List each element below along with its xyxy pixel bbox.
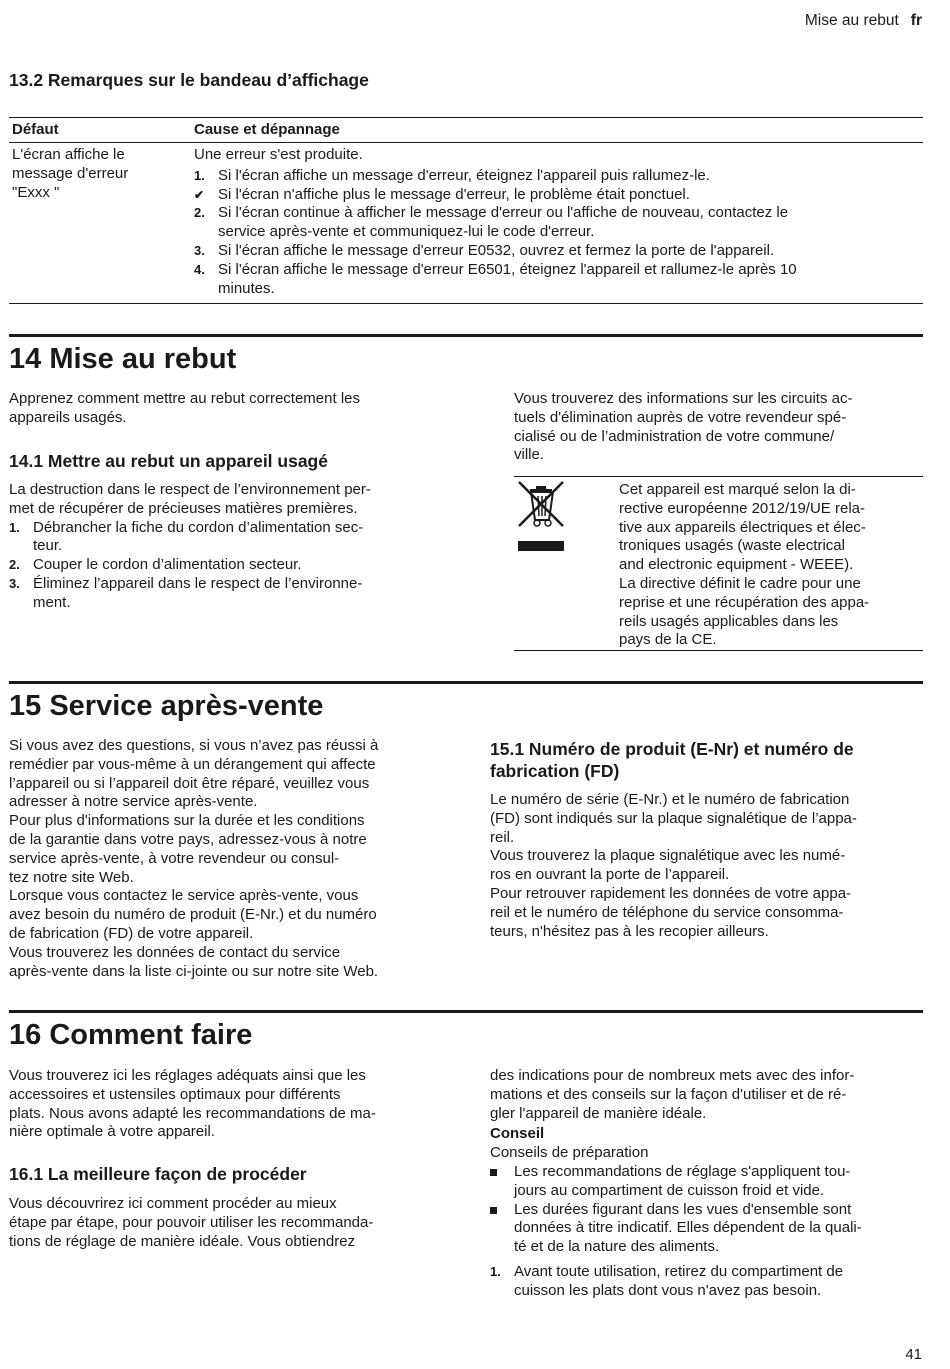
text-line: ville. [514,446,545,464]
text-line: Vous trouverez des informations sur les circuits ac- [514,390,853,407]
weee-bin-svg [516,480,566,554]
text-line: remédier par vous-même à un dérangement qui affecte [9,755,376,773]
weee-text [619,481,924,650]
text-line: ros en ouvrant la porte de l’appareil. [490,866,730,884]
tip-bullets [490,1163,925,1257]
text-line: étape par étape, pour pouvoir utiliser les recommanda- [9,1213,374,1231]
text-line: Vous découvrirez ici comment procéder au mieux [9,1195,337,1212]
weee-bottom-rule [514,650,923,651]
text-line: gler l'appareil de manière idéale. [490,1104,707,1122]
text-line: La directive définit le cadre pour une [619,574,861,592]
text-line: met de récupérer de précieuses matières premières. [9,499,358,517]
text-line: tive aux appareils électriques et élec- [619,518,866,536]
section-15-left-text [9,737,469,981]
text-line: accessoires et ustensiles optimaux pour différents [9,1085,341,1103]
section-16-right-text [490,1067,925,1301]
title-line: fabrication (FD) [490,761,620,781]
text-line: Si vous avez des questions, si vous n’avez pas réussi à [9,737,379,754]
remedy-step [194,204,919,242]
text-line: l’appareil ou si l’appareil doit être réparé, veuillez vous [9,774,370,792]
text-line: après-vente dans la liste ci-jointe ou sur notre site Web. [9,962,379,980]
section-14-1-text [9,481,449,613]
step-text: service après-vente et communiquez-lui le code d'erreur. [218,223,595,241]
step-text: ment. [33,593,71,611]
section-14-title: 14 Mise au rebut [9,343,237,375]
table-bottom-rule [9,303,923,304]
remedy-result [194,186,919,205]
running-header [805,12,922,31]
text-line: appareils usagés. [9,408,127,426]
disposal-step [9,575,449,613]
remedy-step [194,261,919,299]
tip-bullet [490,1163,925,1201]
table-top-rule [9,117,923,118]
tip-bullet [490,1201,925,1257]
remedy-step [194,167,919,186]
step-number: 1. [9,519,20,535]
section-15-1-text [490,791,925,941]
text-line: données à titre indicatif. Elles dépendent de la quali- [514,1219,862,1237]
text-line: pays de la CE. [619,631,717,649]
table-header-defaut: Défaut [12,121,59,138]
text-line: reprise et une récupération des appa- [619,593,870,611]
table-cell-remedy [194,146,919,298]
step-number: 4. [194,261,205,277]
step-text: Couper le cordon d’alimentation secteur. [33,556,302,574]
text-line: Les durées figurant dans les vues d'ensemble sont [514,1200,852,1218]
section-14-rule [9,334,923,337]
step-text: Si l'écran n'affiche plus le message d'erreur, le problème était ponctuel. [218,185,690,203]
step-text: Si l'écran affiche le message d'erreur E6501, éteignez l'appareil et rallumez-le après 10 [218,260,797,278]
text-line: troniques usagés (waste electrical [619,537,845,555]
step-text: Débrancher la fiche du cordon d’alimentation sec- [33,518,364,536]
text-line: rective européenne 2012/19/UE rela- [619,499,865,517]
text-line: Avant toute utilisation, retirez du compartiment de [514,1262,844,1280]
header-lang: fr [910,12,922,29]
text-line: Vous trouverez ici les réglages adéquats ainsi que les [9,1067,366,1084]
table-cell-fault [12,146,187,202]
step-text: Éliminez l’appareil dans le respect de l’environne- [33,574,363,592]
text-line: mations et des conseils sur la façon d'utiliser et de ré- [490,1085,847,1103]
remedy-steps [194,167,919,299]
text-line: plats. Nous avons adapté les recommandations de ma- [9,1104,376,1122]
text-line: de fabrication (FD) de votre appareil. [9,924,254,942]
weee-crossed-bin-icon [516,480,566,554]
section-16-1-title: 16.1 La meilleure façon de procéder [9,1164,307,1184]
section-16-title: 16 Comment faire [9,1019,253,1051]
text-line: (FD) sont indiqués sur la plaque signalétique de l’appa- [490,809,857,827]
text-line: Pour retrouver rapidement les données de votre appa- [490,884,852,902]
disposal-step [9,519,449,557]
table-header-cause: Cause et dépannage [194,121,340,138]
text-line: Vous trouverez les données de contact du service [9,943,341,961]
step-number: 3. [9,575,20,591]
title-line: 15.1 Numéro de produit (E-Nr) et numéro de [490,739,854,759]
text-line: service après-vente, à votre revendeur ou consul- [9,849,340,867]
text-line: tuels d'élimination auprès de votre revendeur spé- [514,408,847,426]
text-line: La destruction dans le respect de l’environnement per- [9,481,371,498]
text-line: té et de la nature des aliments. [514,1238,720,1256]
text-line: cialisé ou de l’administration de votre commune/ [514,427,835,445]
text-line: nière optimale à votre appareil. [9,1123,215,1141]
tip-title: Conseils de préparation [490,1144,649,1162]
text-line: Vous trouverez la plaque signalétique avec les numé- [490,847,846,865]
text-line: reils usagés applicables dans les [619,612,839,630]
text-line: Cet appareil est marqué selon la di- [619,481,856,498]
section-16-intro [9,1067,459,1142]
disposal-step [9,556,449,575]
step-number: 3. [194,242,205,258]
text-line: Lorsque vous contactez le service après-vente, vous [9,887,359,905]
prep-steps [490,1263,925,1301]
text-line: des indications pour de nombreux mets avec des infor- [490,1067,855,1084]
section-14-intro [9,390,449,428]
text-line: and electronic equipment - WEEE). [619,556,854,574]
section-15-1-title [490,738,930,782]
text-line: tions de réglage de manière idéale. Vous obtiendrez [9,1232,356,1250]
step-text: teur. [33,537,63,555]
section-14-right-text [514,390,924,465]
prep-step [490,1263,925,1301]
section-16-1-text [9,1195,459,1251]
text-line: teurs, n'hésitez pas à les recopier ailleurs. [490,922,769,940]
section-15-rule [9,681,923,684]
step-number: 2. [9,557,20,573]
text-line: Le numéro de série (E-Nr.) et le numéro de fabrication [490,791,850,808]
remedy-step [194,242,919,261]
bullet-square-icon [490,1169,497,1176]
text-line: cuisson les plats dont vous n'avez pas besoin. [514,1281,822,1299]
text-line: jours au compartiment de cuisson froid et vide. [514,1181,825,1199]
step-text: Si l'écran continue à afficher le message d'erreur ou l'affiche de nouveau, contactez le [218,204,789,222]
text-line: tez notre site Web. [9,868,134,886]
checkmark-icon: ✔ [194,187,205,202]
text-line: Pour plus d'informations sur la durée et les conditions [9,812,365,830]
disposal-steps [9,519,449,613]
step-text: minutes. [218,279,275,297]
weee-top-rule [514,476,923,477]
text-line: Apprenez comment mettre au rebut correctement les [9,390,360,407]
fault-line: L'écran affiche le [12,146,125,163]
text-line: reil et le numéro de téléphone du service consomma- [490,903,844,921]
step-text: Si l'écran affiche le message d'erreur E0532, ouvrez et fermez la porte de l'appareil. [218,241,775,259]
step-number: 1. [194,167,205,183]
step-number: 1. [490,1263,501,1279]
section-16-rule [9,1010,923,1013]
text-line: reil. [490,828,515,846]
table-header-rule [9,142,923,143]
text-line: adresser à notre service après-vente. [9,793,258,811]
remedy-intro: Une erreur s'est produite. [194,146,363,163]
page-number: 41 [905,1346,922,1364]
section-14-1-title: 14.1 Mettre au rebut un appareil usagé [9,451,328,471]
fault-line: "Exxx " [12,183,60,201]
text-line: avez besoin du numéro de produit (E-Nr.) et du numéro [9,906,377,924]
fault-line: message d'erreur [12,164,129,182]
text-line: Les recommandations de réglage s'appliquent tou- [514,1162,851,1180]
section-13-2-title: 13.2 Remarques sur le bandeau d’affichage [9,70,369,90]
step-number: 2. [194,205,205,221]
step-text: Si l'écran affiche un message d'erreur, éteignez l'appareil puis rallumez-le. [218,166,710,184]
header-section: Mise au rebut [804,12,899,29]
tip-label: Conseil [490,1125,545,1143]
text-line: de la garantie dans votre pays, adressez-vous à notre [9,830,367,848]
section-15-title: 15 Service après-vente [9,690,324,722]
bullet-square-icon [490,1207,497,1214]
